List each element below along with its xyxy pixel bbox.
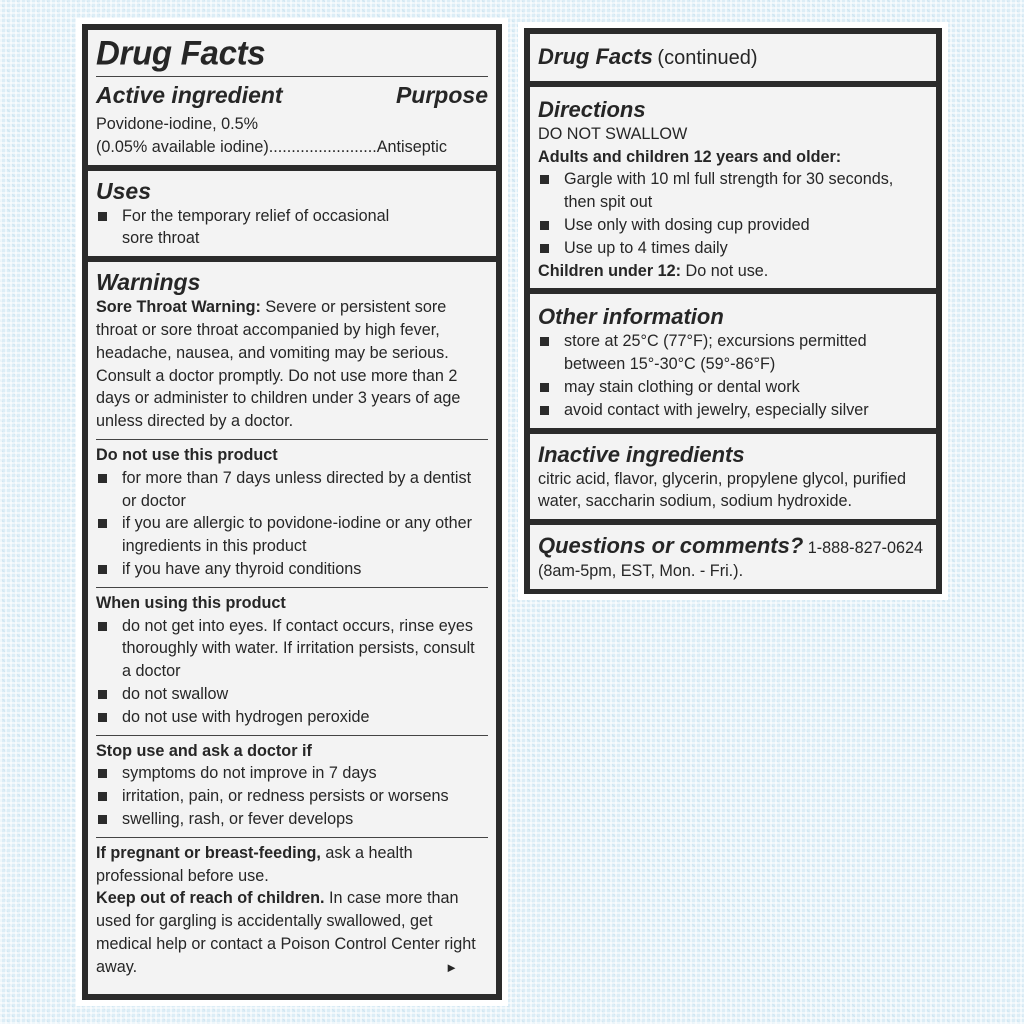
pregnant-label: If pregnant or breast-feeding,	[96, 843, 321, 862]
list-item	[538, 376, 928, 399]
active-ingredient-line2	[96, 136, 488, 159]
list-item-text: irritation, pain, or redness persists or worsens	[122, 787, 449, 806]
when-using-list	[96, 615, 488, 729]
divider	[96, 735, 488, 736]
list-item	[538, 399, 928, 422]
other-information-heading: Other information	[538, 304, 724, 330]
warnings-heading: Warnings	[96, 269, 201, 296]
list-item-text: if you are allergic to povidone-iodine or any other ingredients in this product	[122, 514, 473, 556]
active-ingredient-amount: (0.05% available iodine)	[96, 137, 269, 156]
adults-label: Adults and children 12 years and older:	[538, 147, 842, 166]
list-item	[538, 237, 928, 260]
other-information-list	[538, 330, 928, 421]
bullet-square-icon	[98, 713, 107, 722]
children-label: Children under 12:	[538, 261, 682, 280]
adults-directions-list	[538, 168, 928, 259]
reach-label: Keep out of reach of children.	[96, 889, 325, 908]
active-ingredient-header	[96, 76, 488, 109]
list-item	[538, 330, 928, 376]
children-text: Do not use.	[685, 261, 769, 280]
bullet-square-icon	[98, 474, 107, 483]
questions-section	[530, 525, 936, 589]
directions-section	[530, 87, 936, 289]
uses-section	[88, 171, 496, 257]
divider	[96, 439, 488, 440]
list-item-text: for more than 7 days unless directed by a dentist or doctor	[122, 468, 472, 510]
list-item-text: do not use with hydrogen peroxide	[122, 707, 370, 726]
list-item	[538, 168, 928, 214]
do-not-use-heading: Do not use this product	[96, 445, 278, 464]
drug-facts-continued-title: Drug Facts	[538, 44, 653, 69]
bullet-square-icon	[540, 406, 549, 415]
continued-title-section	[530, 34, 936, 81]
bullet-square-icon	[98, 519, 107, 528]
list-item	[96, 205, 488, 251]
list-item-text: store at 25°C (77°F); excursions permitted between 15°-30°C (59°-86°F)	[564, 332, 867, 374]
bullet-square-icon	[98, 565, 107, 574]
list-item-text: For the temporary relief of occasional	[122, 206, 390, 225]
continue-arrow-icon: ►	[445, 960, 458, 976]
drug-facts-frame-left	[82, 24, 502, 1000]
list-item	[538, 214, 928, 237]
when-using-heading: When using this product	[96, 593, 286, 612]
list-item-text: Use up to 4 times daily	[564, 238, 728, 257]
dot-leader: ........................	[268, 137, 377, 156]
divider	[96, 587, 488, 588]
other-information-section	[530, 294, 936, 427]
list-item-text: symptoms do not improve in 7 days	[122, 764, 377, 783]
sore-throat-warning	[96, 296, 488, 433]
bullet-square-icon	[540, 175, 549, 184]
list-item-text: if you have any thyroid conditions	[122, 559, 362, 578]
purpose-heading: Purpose	[395, 82, 488, 108]
list-item	[96, 706, 488, 729]
drug-facts-panel-right	[518, 22, 948, 600]
bullet-square-icon	[540, 383, 549, 392]
inactive-ingredients-text: citric acid, flavor, glycerin, propylene glycol, purified water, saccharin sodium, sodium hydroxide.	[538, 469, 906, 511]
drug-facts-title: Drug Facts	[96, 33, 266, 72]
list-item-text: do not swallow	[122, 684, 229, 703]
uses-heading: Uses	[96, 177, 151, 204]
drug-facts-panel-left	[76, 18, 508, 1006]
list-item	[96, 762, 488, 785]
inactive-ingredients-heading: Inactive ingredients	[538, 441, 745, 467]
questions-phone: 1-888-827-0624	[807, 539, 923, 558]
list-item	[96, 467, 488, 513]
bullet-square-icon	[540, 221, 549, 230]
warnings-section	[88, 262, 496, 994]
drug-facts-frame-right	[524, 28, 942, 594]
do-not-use-list	[96, 467, 488, 581]
list-item-text: Use only with dosing cup provided	[564, 215, 810, 234]
bullet-square-icon	[98, 815, 107, 824]
list-item	[96, 683, 488, 706]
reach-text: In case more than used for gargling is accidentally swallowed, get medical help or contact a Poison Control Center right away.	[96, 889, 476, 976]
list-item-text: do not get into eyes. If contact occurs, rinse eyes thoroughly with water. If irritation persists, consult a doctor	[122, 616, 475, 681]
inactive-ingredients-section	[530, 434, 936, 520]
list-item-text: may stain clothing or dental work	[564, 377, 800, 396]
list-item-text: sore throat	[122, 229, 200, 248]
reach-of-children-warning	[96, 887, 488, 978]
list-item	[96, 785, 488, 808]
questions-hours: (8am-5pm, EST, Mon. - Fri.).	[538, 561, 744, 580]
bullet-square-icon	[540, 244, 549, 253]
children-directions	[538, 260, 928, 283]
stop-use-list	[96, 762, 488, 830]
active-purpose: Antiseptic	[376, 137, 447, 156]
continued-label: (continued)	[657, 47, 758, 69]
active-ingredient-section	[88, 30, 496, 165]
divider	[96, 837, 488, 838]
directions-heading: Directions	[538, 96, 646, 122]
list-item	[96, 615, 488, 683]
active-ingredient-heading: Active ingredient	[96, 82, 283, 108]
list-item-text: Gargle with 10 ml full strength for 30 seconds, then spit out	[564, 170, 894, 212]
list-item-text: swelling, rash, or fever develops	[122, 809, 354, 828]
list-item	[96, 558, 488, 581]
list-item	[96, 512, 488, 558]
bullet-square-icon	[98, 622, 107, 631]
bullet-square-icon	[98, 212, 107, 221]
sore-throat-label: Sore Throat Warning:	[96, 298, 261, 317]
stop-use-heading: Stop use and ask a doctor if	[96, 741, 312, 760]
sore-throat-text: Severe or persistent sore throat or sore throat accompanied by high fever, headache, nausea, and vomiting may be serious. Consult a doctor promptly. Do not use more than 2 days or administer to children under 3 years of age unless directed by a doctor.	[96, 298, 461, 431]
pregnant-text: ask a health professional before use.	[96, 843, 413, 885]
uses-list	[96, 205, 488, 251]
bullet-square-icon	[540, 337, 549, 346]
do-not-swallow-text: DO NOT SWALLOW	[538, 124, 688, 143]
bullet-square-icon	[98, 792, 107, 801]
bullet-square-icon	[98, 690, 107, 699]
bullet-square-icon	[98, 769, 107, 778]
active-ingredient-line1: Povidone-iodine, 0.5%	[96, 115, 258, 133]
questions-heading: Questions or comments?	[538, 533, 804, 559]
pregnant-warning	[96, 842, 488, 888]
list-item	[96, 808, 488, 831]
list-item-text: avoid contact with jewelry, especially silver	[564, 400, 869, 419]
